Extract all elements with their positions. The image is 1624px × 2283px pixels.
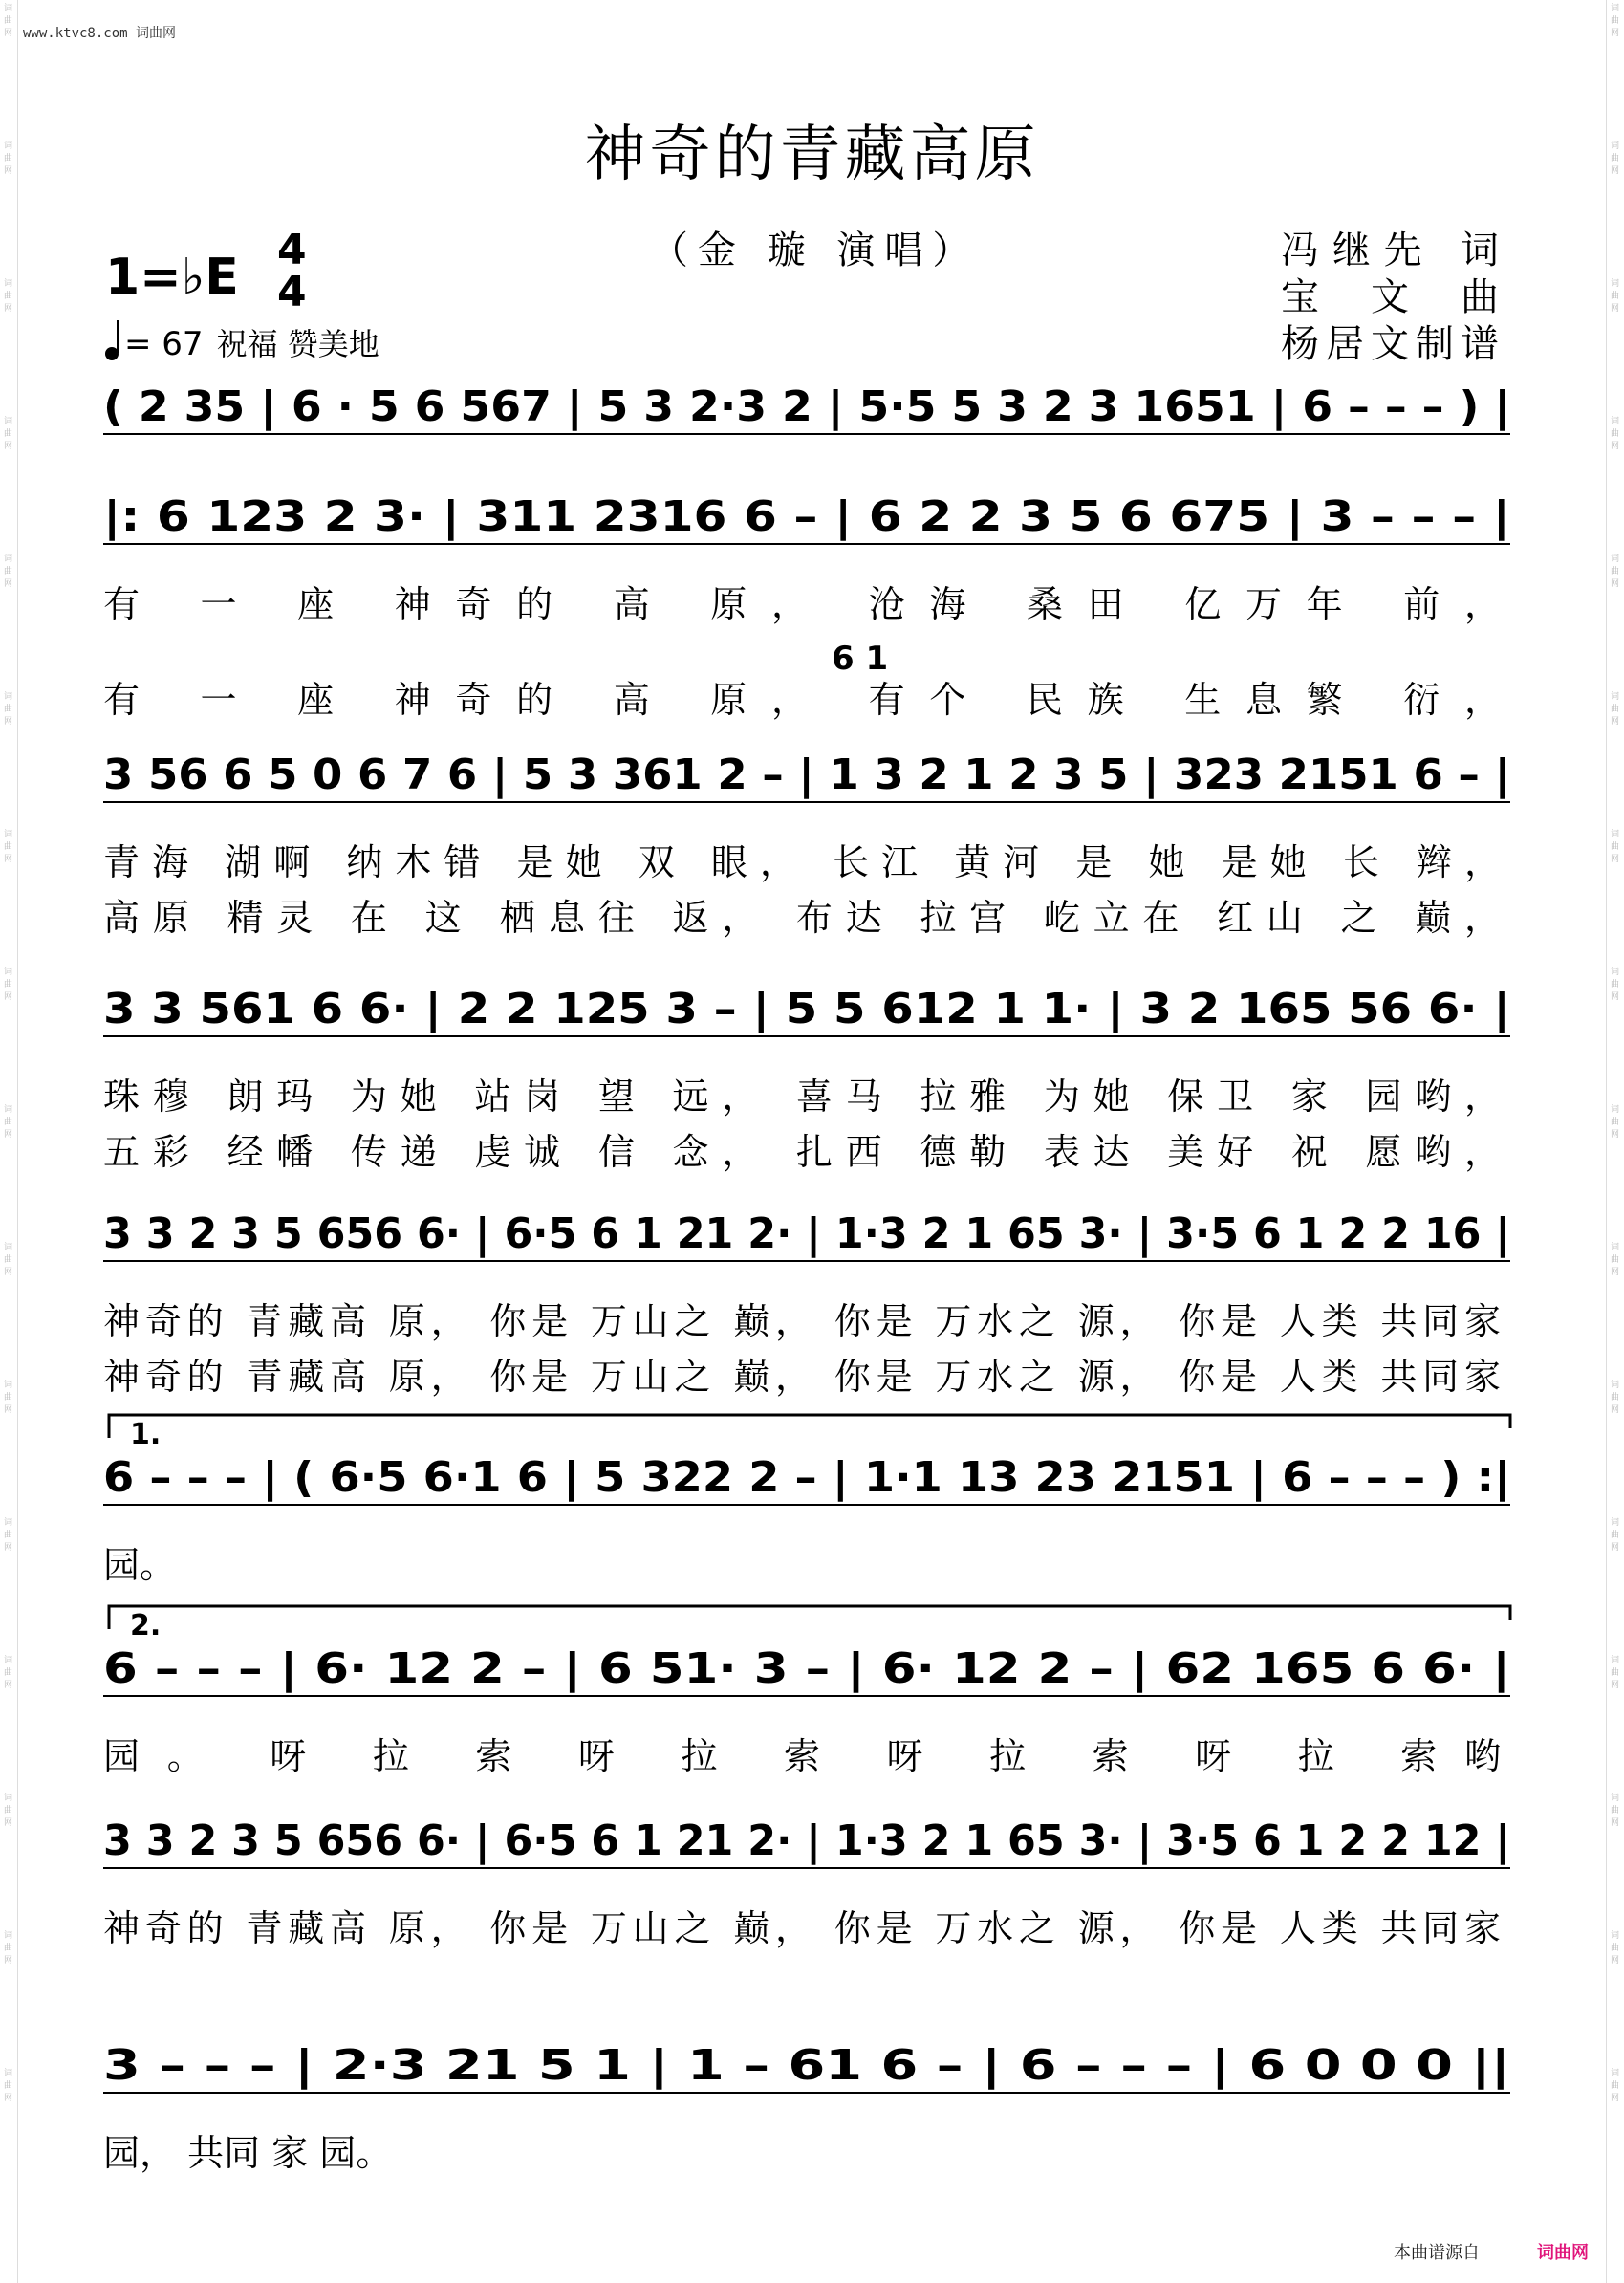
alternate-notes: 6 1 <box>832 640 889 678</box>
notes-line: ( 2 35 | 6 · 5 6 567 | 5 3 2·3 2 | 5·5 5 3 2 3 1651 | 6 – – – ) | <box>103 382 1511 431</box>
edge-watermark-text: 词曲网 <box>1611 1931 1620 1966</box>
edge-watermark-text: 词曲网 <box>4 968 13 1002</box>
edge-watermark-text: 词曲网 <box>1611 4 1620 38</box>
edge-watermark-text: 词曲网 <box>4 1105 13 1140</box>
footer-source: 本曲谱源自 <box>1394 2243 1480 2263</box>
notes-line: 3 3 2 3 5 656 6· | 6·5 6 1 21 2· | 1·3 2 1 65 3· | 3·5 6 1 2 2 12 | <box>103 1816 1510 1865</box>
lyrics-line: 神奇的 青藏高 原， 你是 万山之 巅， 你是 万水之 源， 你是 人类 共同家 <box>103 1300 1501 1342</box>
tempo-value: = 67 <box>124 325 204 363</box>
notes-line: 3 56 6 5 0 6 7 6 | 5 3 361 2 – | 1 3 2 1 2 3 5 | 323 2151 6 – | <box>103 750 1510 799</box>
song-title: 神奇的青藏高原 <box>584 120 1040 190</box>
lyrics-line: 珠穆 朗玛 为她 站岗 望 远， 喜马 拉雅 为她 保卫 家 园哟， <box>103 1076 1501 1118</box>
notes-line: |: 6 123 2 3· | 311 2316 6 – | 6 2 2 3 5 6 675 | 3 – – – | <box>103 492 1510 541</box>
edge-watermark-text: 词曲网 <box>4 692 13 727</box>
volta-bracket <box>109 1606 1510 1629</box>
notes-line: 3 – – – | 2·3 21 5 1 | 1 – 61 6 – | 6 – – – | 6 0 0 0 || <box>103 2041 1510 2090</box>
edge-watermark-text: 词曲网 <box>1611 1381 1620 1415</box>
meter-top: 4 <box>277 226 307 274</box>
lyrics-line: 神奇的 青藏高 原， 你是 万山之 巅， 你是 万水之 源， 你是 人类 共同家 <box>103 1356 1501 1398</box>
notes-line: 6 – – – | 6· 12 2 – | 6 51· 3 – | 6· 12 2 – | 62 165 6 6· | <box>103 1644 1510 1693</box>
site-url[interactable]: www.ktvc8.com 词曲网 <box>23 26 177 41</box>
edge-watermark-text: 词曲网 <box>1611 1656 1620 1690</box>
edge-watermark-text: 词曲网 <box>4 1931 13 1966</box>
key-signature: 1=♭E <box>105 249 239 306</box>
edge-watermark-text: 词曲网 <box>1611 141 1620 176</box>
lyrics-line: 园， 共同 家 园。 <box>103 2132 393 2174</box>
edge-watermark-text: 词曲网 <box>4 830 13 864</box>
footer-brand-link[interactable]: 词曲网 <box>1537 2243 1589 2263</box>
edge-watermark-text: 词曲网 <box>4 141 13 176</box>
edge-watermark-text: 词曲网 <box>4 417 13 451</box>
lyrics-line: 高原 精灵 在 这 栖息往 返， 布达 拉宫 屹立在 红山 之 巅， <box>103 897 1501 939</box>
edge-watermark-text: 词曲网 <box>4 1794 13 1828</box>
edge-watermark-text: 词曲网 <box>1611 692 1620 727</box>
lyrics-line: 神奇的 青藏高 原， 你是 万山之 巅， 你是 万水之 源， 你是 人类 共同家 <box>103 1907 1501 1949</box>
edge-watermark-text: 词曲网 <box>4 1243 13 1277</box>
edge-watermark-text: 词曲网 <box>1611 279 1620 314</box>
volta-bracket <box>109 1415 1510 1438</box>
edge-watermark-text: 词曲网 <box>4 1656 13 1690</box>
edge-watermark-text: 词曲网 <box>1611 2069 1620 2103</box>
arranger-credit: 杨居文制谱 <box>1281 322 1499 366</box>
edge-watermark-text: 词曲网 <box>4 4 13 38</box>
expression-mark: 祝福 赞美地 <box>216 326 379 362</box>
lyrics-line: 有 一 座 神奇的 高 原， 沧海 桑田 亿万年 前， <box>103 583 1501 625</box>
edge-watermark-text: 词曲网 <box>4 279 13 314</box>
edge-watermark-text: 词曲网 <box>4 1518 13 1553</box>
edge-watermark-text: 词曲网 <box>1611 830 1620 864</box>
edge-watermark-text: 词曲网 <box>4 2069 13 2103</box>
notes-line: 3 3 561 6 6· | 2 2 125 3 – | 5 5 612 1 1· | 3 2 165 56 6· | <box>103 985 1510 1033</box>
edge-watermark-text: 词曲网 <box>1611 1105 1620 1140</box>
edge-watermark-text: 词曲网 <box>1611 554 1620 589</box>
notes-line: 6 – – – | ( 6·5 6·1 6 | 5 322 2 – | 1·1 13 23 2151 | 6 – – – ) :| <box>103 1453 1510 1502</box>
lyrics-line: 园。 呀 拉 索 呀 拉 索 呀 拉 索 呀 拉 索哟 <box>103 1735 1501 1777</box>
lyrics-line: 有 一 座 神奇的 高 原， 有个 民族 生息繁 衍， <box>103 679 1501 721</box>
lyrics-line: 青海 湖啊 纳木错 是她 双 眼， 长江 黄河 是 她 是她 长 辫， <box>103 841 1501 883</box>
edge-watermark-text: 词曲网 <box>1611 1518 1620 1553</box>
edge-watermark-text: 词曲网 <box>1611 1243 1620 1277</box>
volta-number: 1. <box>130 1418 162 1451</box>
notes-line: 3 3 2 3 5 656 6· | 6·5 6 1 21 2· | 1·3 2 1 65 3· | 3·5 6 1 2 2 16 | <box>103 1209 1510 1258</box>
edge-watermark-text: 词曲网 <box>1611 968 1620 1002</box>
composer-credit: 宝 文 曲 <box>1281 275 1499 319</box>
singer-credit: （金 璇 演唱） <box>650 228 981 272</box>
edge-watermark-text: 词曲网 <box>4 554 13 589</box>
lyricist-credit: 冯继先 词 <box>1281 228 1499 272</box>
edge-watermark-text: 词曲网 <box>1611 1794 1620 1828</box>
volta-number: 2. <box>130 1609 162 1642</box>
lyrics-line: 五彩 经幡 传递 虔诚 信 念， 扎西 德勒 表达 美好 祝 愿哟， <box>103 1131 1501 1173</box>
edge-watermark-text: 词曲网 <box>1611 417 1620 451</box>
edge-watermark-text: 词曲网 <box>4 1381 13 1415</box>
lyrics-line: 园。 <box>103 1544 177 1586</box>
meter-bottom: 4 <box>277 268 307 316</box>
